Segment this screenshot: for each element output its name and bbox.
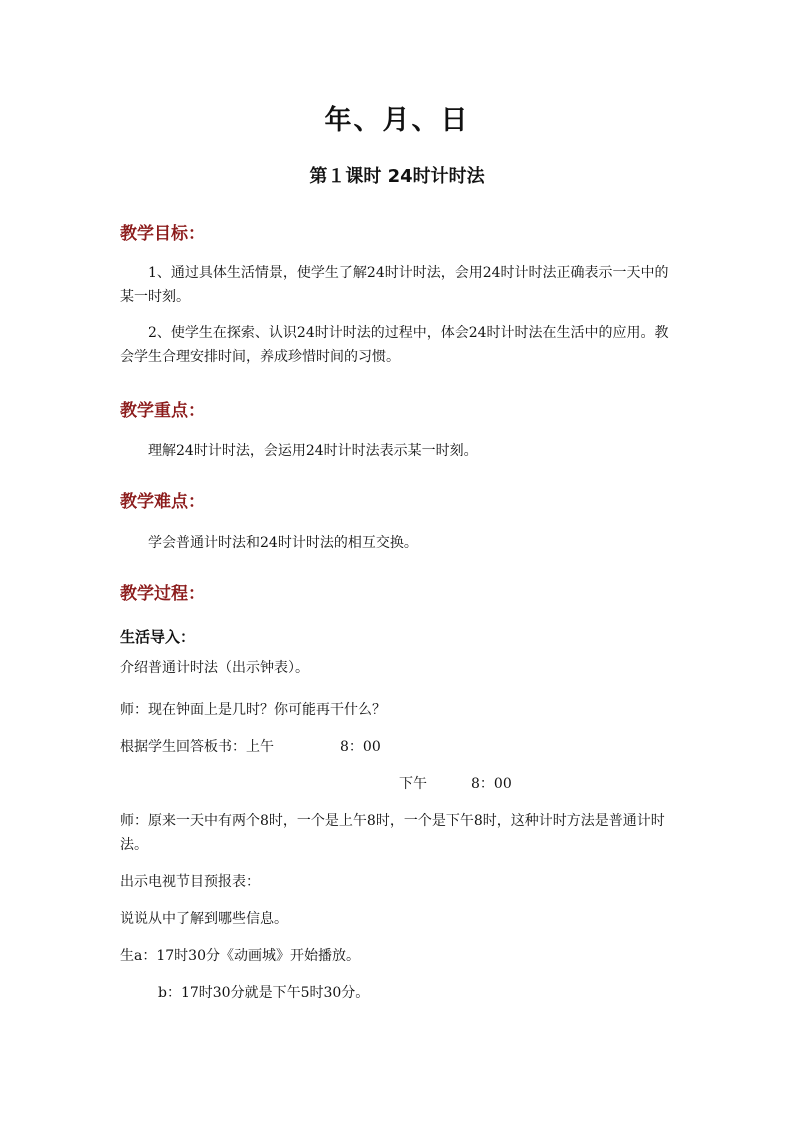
board-line-morning-time: 8：00: [340, 739, 381, 755]
key-points-text: 理解24时计时法，会运用24时计时法表示某一时刻。: [148, 443, 478, 459]
process-line-7: 说说从中了解到哪些信息。: [120, 911, 288, 927]
process-line-2: 师：现在钟面上是几时？你可能再干什么？: [120, 702, 386, 718]
process-line-9: b：17时30分就是下午5时30分。: [158, 985, 370, 1001]
board-line-afternoon-label: 下午: [399, 776, 427, 792]
lesson-subtitle: 第１课时 24时计时法: [309, 166, 485, 187]
board-line-afternoon-time: 8：00: [471, 776, 512, 792]
objectives-heading: 教学目标：: [120, 224, 205, 244]
document-title: 年、月、日: [324, 105, 470, 136]
process-line-8: 生a：17时30分《动画城》开始播放。: [120, 948, 360, 964]
key-points-heading: 教学重点：: [120, 401, 205, 421]
intro-heading: 生活导入：: [120, 628, 196, 646]
difficulties-heading: 教学难点：: [120, 492, 205, 512]
difficulties-text: 学会普通计时法和24时计时法的相互交换。: [148, 535, 418, 551]
objective-item-1: 1、通过具体生活情景，使学生了解24时计时法，会用24时计时法正确表示一天中的某一时刻。: [120, 265, 669, 305]
process-line-6: 出示电视节目预报表：: [120, 874, 260, 890]
process-line-1: 介绍普通计时法（出示钟表）。: [120, 660, 309, 676]
process-line-5: 师：原来一天中有两个8时，一个是上午8时，一个是下午8时，这种计时方法是普通计时法。: [120, 813, 665, 853]
process-heading: 教学过程：: [120, 584, 205, 604]
board-line-morning-label: 根据学生回答板书：上午: [120, 739, 274, 755]
objective-item-2: 2、使学生在探索、认识24时计时法的过程中，体会24时计时法在生活中的应用。教会学生合理安排时间，养成珍惜时间的习惯。: [120, 325, 669, 365]
